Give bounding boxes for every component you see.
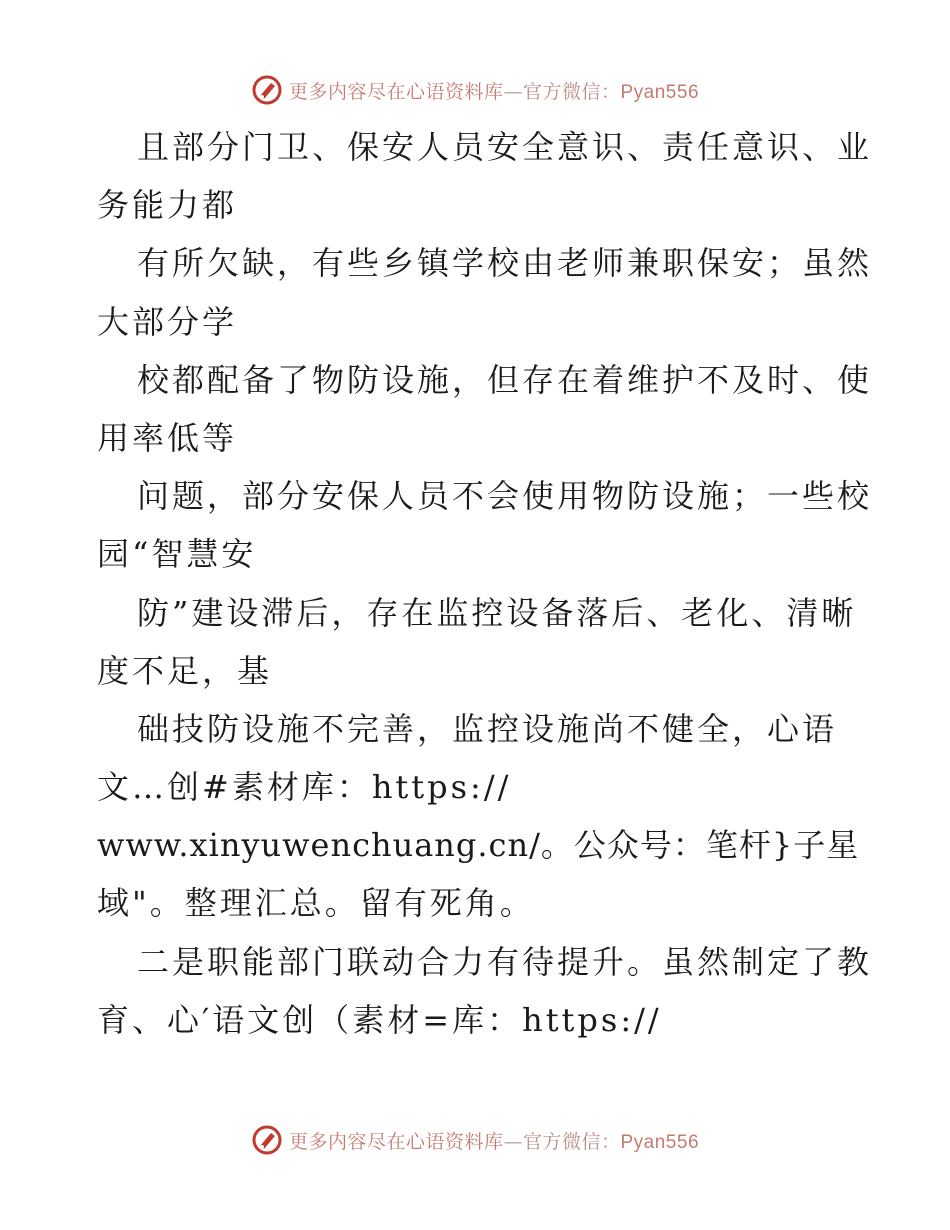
- body-line: 务能力都: [97, 186, 238, 225]
- header-banner-dash: —: [503, 80, 523, 103]
- brand-logo-icon: [251, 1124, 283, 1156]
- body-line: 问题，部分安保人员不会使用物防设施；一些校: [137, 477, 873, 516]
- body-line: 防”建设滞后，存在监控设备落后、老化、清晰: [137, 593, 857, 632]
- footer-banner: [0, 1120, 950, 1160]
- footer-banner-wechat-label: 官方微信：: [522, 1130, 621, 1153]
- footer-banner-prefix: 更多内容尽在心语资料库: [288, 1130, 504, 1153]
- body-line: 有所欠缺，有些乡镇学校由老师兼职保安；虽然: [137, 244, 873, 283]
- body-line: 础技防设施不完善，监控设施尚不健全，心语: [137, 709, 838, 748]
- body-line: 且部分门卫、保安人员安全意识、责任意识、业: [137, 128, 873, 166]
- document-body: [97, 118, 873, 1049]
- body-line: 域"。整理汇总。留有死角。: [97, 884, 535, 923]
- header-banner-wechat-id: Pyan556: [620, 81, 700, 103]
- header-banner-prefix: 更多内容尽在心语资料库: [288, 80, 504, 103]
- body-line: 文…创#素材库：https://: [97, 768, 512, 807]
- body-line: 度不足，基: [97, 651, 273, 690]
- body-line: 育、心′语文创（素材=库：https://: [97, 1000, 662, 1039]
- body-line: www.xinyuwenchuang.cn/。公众号：笔杆}子星: [97, 826, 860, 865]
- brand-logo-icon: [251, 74, 283, 106]
- header-banner: [0, 70, 950, 110]
- body-line: 园“智慧安: [97, 535, 257, 574]
- header-banner-text: [289, 77, 699, 104]
- footer-banner-wechat-id: Pyan556: [620, 1131, 700, 1153]
- body-line: 用率低等: [97, 418, 238, 457]
- body-line: 二是职能部门联动合力有待提升。虽然制定了教: [137, 942, 873, 981]
- body-line: 大部分学: [97, 302, 238, 341]
- footer-banner-text: [289, 1127, 699, 1154]
- body-line: 校都配备了物防设施，但存在着维护不及时、使: [137, 360, 873, 399]
- footer-banner-dash: —: [503, 1130, 523, 1153]
- header-banner-wechat-label: 官方微信：: [522, 80, 621, 103]
